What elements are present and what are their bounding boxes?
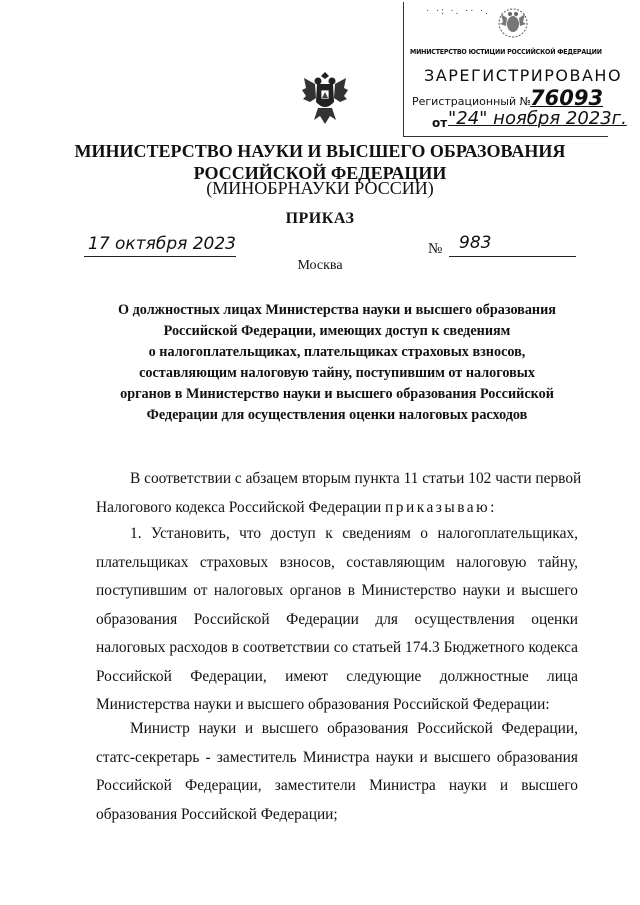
paragraph-line: Российской Федерации, имеют следующие должностные лица: [96, 667, 578, 685]
paragraph-line: образования Российской Федерации для осуществления оценки: [96, 610, 578, 628]
ministry-name-line1: МИНИСТЕРСТВО НАУКИ И ВЫСШЕГО ОБРАЗОВАНИЯ: [74, 141, 566, 161]
stamp-registration-date: "24" ноября 2023г.: [448, 108, 627, 129]
paragraph-line: Российской Федерации, заместители Министра науки и высшего: [96, 777, 578, 794]
paragraph-line: 1. Установить, что доступ к сведениям о налогоплательщиках,: [130, 525, 578, 542]
paragraph-line: поступившим от налоговых органов в Министерство науки и высшего: [96, 582, 578, 599]
number-sign: №: [428, 241, 443, 257]
officials-paragraph: [96, 715, 578, 829]
paragraph-line: плательщиках страховых взносов, составляющим налоговую тайну,: [96, 553, 578, 571]
order-date: 17 октября 2023: [88, 234, 237, 254]
clause-1-paragraph: [96, 520, 578, 720]
subject-line: составляющим налоговую тайну, поступившим от налоговых: [139, 365, 535, 381]
preamble-paragraph: [96, 465, 582, 522]
stamp-ministry-name: МИНИСТЕРСТВО ЮСТИЦИИ РОССИЙСКОЙ ФЕДЕРАЦИИ: [410, 48, 602, 56]
ministry-name-line2: РОССИЙСКОЙ ФЕДЕРАЦИИ: [193, 163, 447, 183]
registration-stamp: [403, 2, 627, 137]
order-title: ПРИКАЗ: [285, 210, 355, 227]
subject-line: Российской Федерации, имеющих доступ к сведениям: [163, 323, 511, 339]
order-number-field: [449, 232, 576, 257]
order-subject: [96, 300, 578, 426]
stamp-registration-number-label: Регистрационный №: [412, 95, 532, 108]
paragraph-line: налоговых расходов в соответствии со статьей 174.3 Бюджетного кодекса: [96, 639, 578, 656]
stamp-header-marks: · ·: ·. ·· ·.: [426, 6, 490, 17]
coat-of-arms-icon: [300, 68, 350, 128]
ministry-short-name: (МИНОБРНАУКИ РОССИИ): [206, 178, 434, 198]
subject-line: о налогоплательщиках, плательщиках страховых взносов,: [148, 344, 526, 360]
paragraph-line: статс-секретарь - заместитель Министра науки и высшего образования: [96, 748, 578, 766]
order-keyword: приказываю:: [385, 498, 497, 516]
subject-line: органов в Министерство науки и высшего образования Российской: [120, 386, 554, 402]
preamble-text: Налогового кодекса Российской Федерации: [96, 498, 386, 516]
order-number: 983: [459, 233, 492, 253]
paragraph-line: Министерства науки и высшего образования Российской Федерации:: [96, 696, 550, 713]
stamp-registration-number: 76093: [530, 86, 604, 110]
city: Москва: [297, 258, 343, 273]
subject-line: Федерации для осуществления оценки налоговых расходов: [146, 407, 528, 423]
stamp-eagle-icon: [496, 6, 530, 40]
paragraph-line: [96, 494, 578, 523]
stamp-date-label: от: [432, 116, 448, 130]
paragraph-line: Министр науки и высшего образования Российской Федерации,: [130, 720, 578, 737]
paragraph-line: В соответствии с абзацем вторым пункта 11 статьи 102 части первой: [130, 470, 582, 487]
subject-line: О должностных лицах Министерства науки и высшего образования: [118, 302, 556, 318]
stamp-registered-label: ЗАРЕГИСТРИРОВАНО: [424, 66, 623, 85]
order-date-field: [84, 232, 236, 257]
paragraph-line: образования Российской Федерации;: [96, 805, 338, 823]
